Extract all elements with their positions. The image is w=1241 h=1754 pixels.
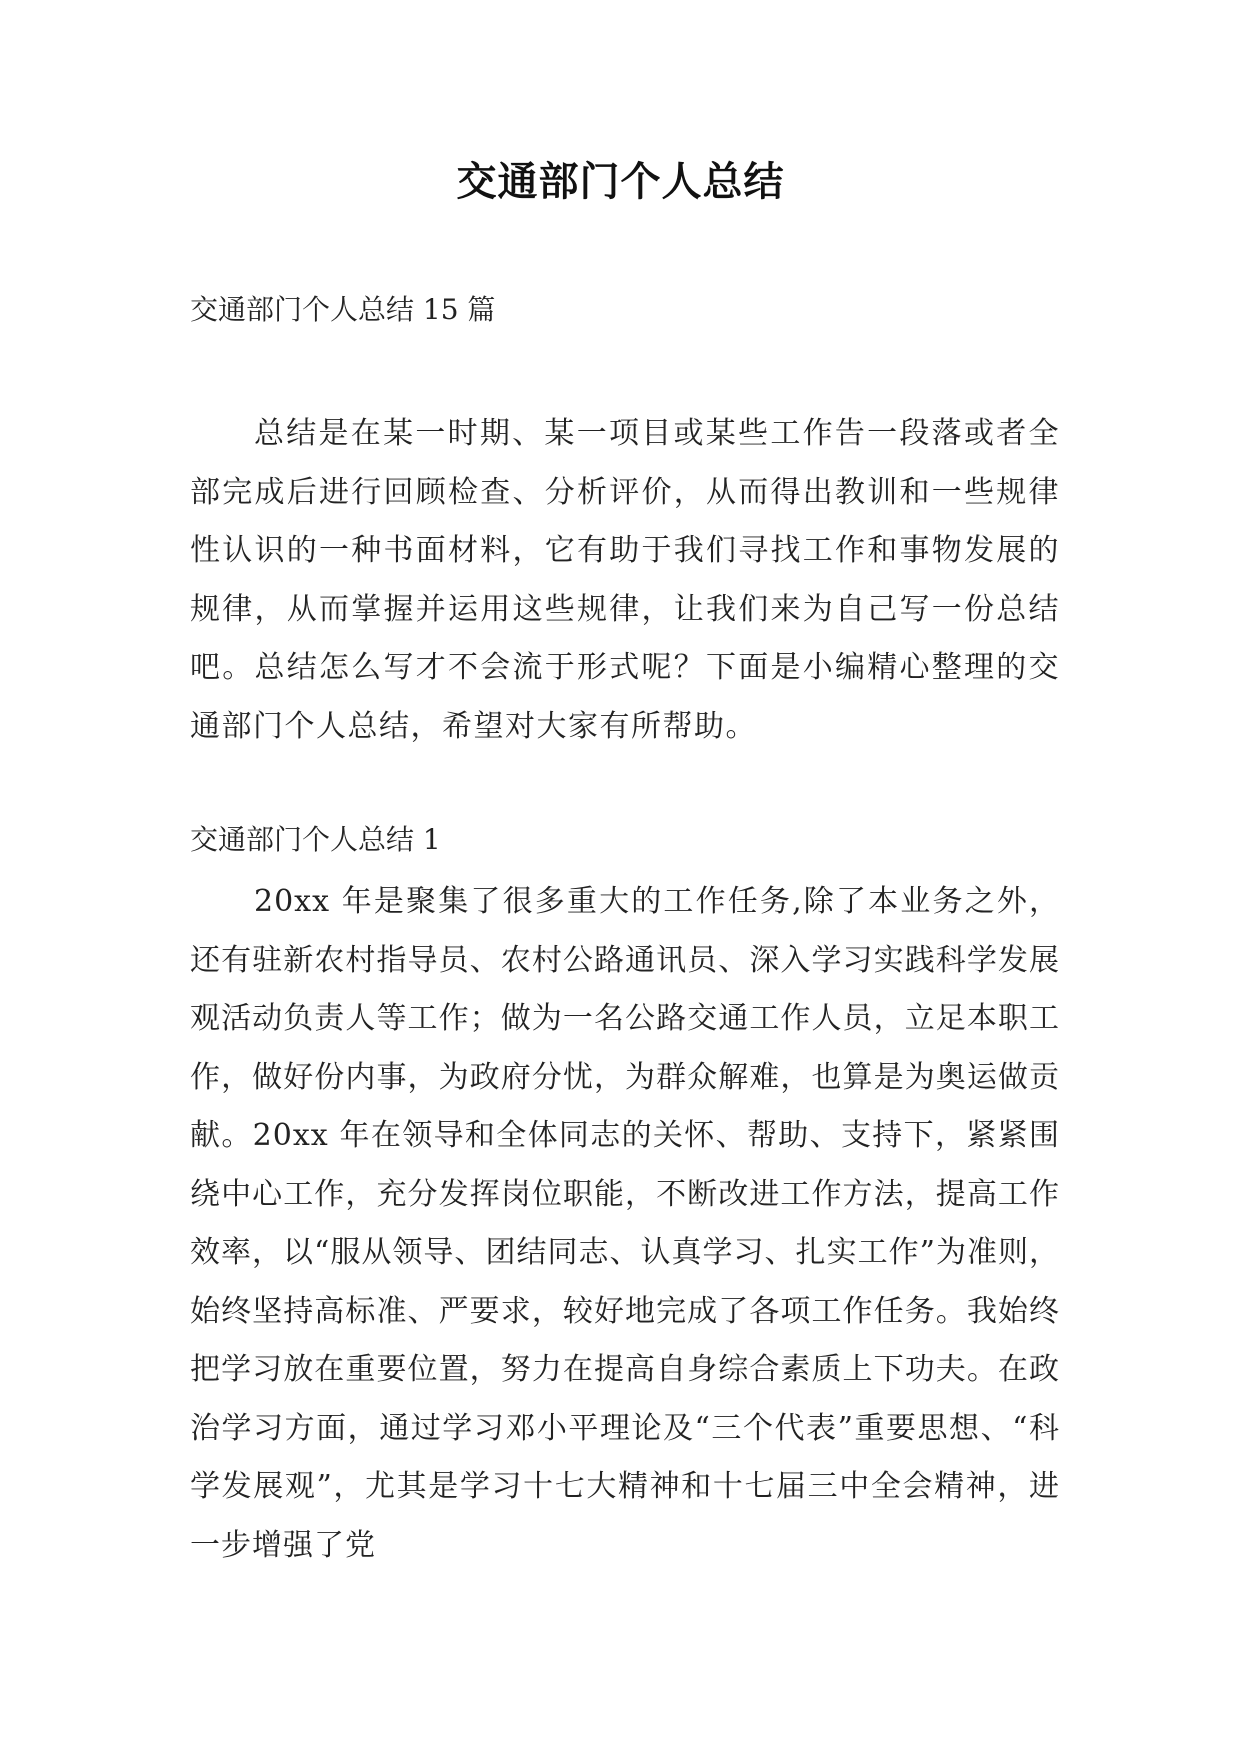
section-heading: 交通部门个人总结 1 — [190, 823, 441, 856]
document-subtitle: 交通部门个人总结 15 篇 — [190, 293, 496, 326]
document-title: 交通部门个人总结 — [456, 158, 785, 205]
section-paragraph: 20xx 年是聚集了很多重大的工作任务,除了本业务之外，还有驻新农村指导员、农村公路通讯员、深入学习实践科学发展观活动负责人等工作；做为一名公路交通工作人员，立足本职工作，做好份内事，为政府分忧，为群众解难，也算是为奥运做贡献。20xx 年在领导和全体同志的关怀、帮助、支持下，紧紧围绕中心工作，充分发挥岗位职能，不断改进工作方法，提高工作效率，以“服从领导、团结同志、认真学习、扎实工作”为准则，始终坚持高标准、严要求，较好地完成了各项工作任务。我始终把学习放在重要位置，努力在提高自身综合素质上下功夫。在政治学习方面，通过学习邓小平理论及“三个代表”重要思想、“科学发展观”，尤其是学习十七大精神和十七届三中全会精神，进一步增强了党 — [190, 884, 1060, 1563]
intro-paragraph: 总结是在某一时期、某一项目或某些工作告一段落或者全部完成后进行回顾检查、分析评价，从而得出教训和一些规律性认识的一种书面材料，它有助于我们寻找工作和事物发展的规律，从而掌握并运用这些规律，让我们来为自己写一份总结吧。总结怎么写才不会流于形式呢？下面是小编精心整理的交通部门个人总结，希望对大家有所帮助。 — [190, 416, 1060, 744]
